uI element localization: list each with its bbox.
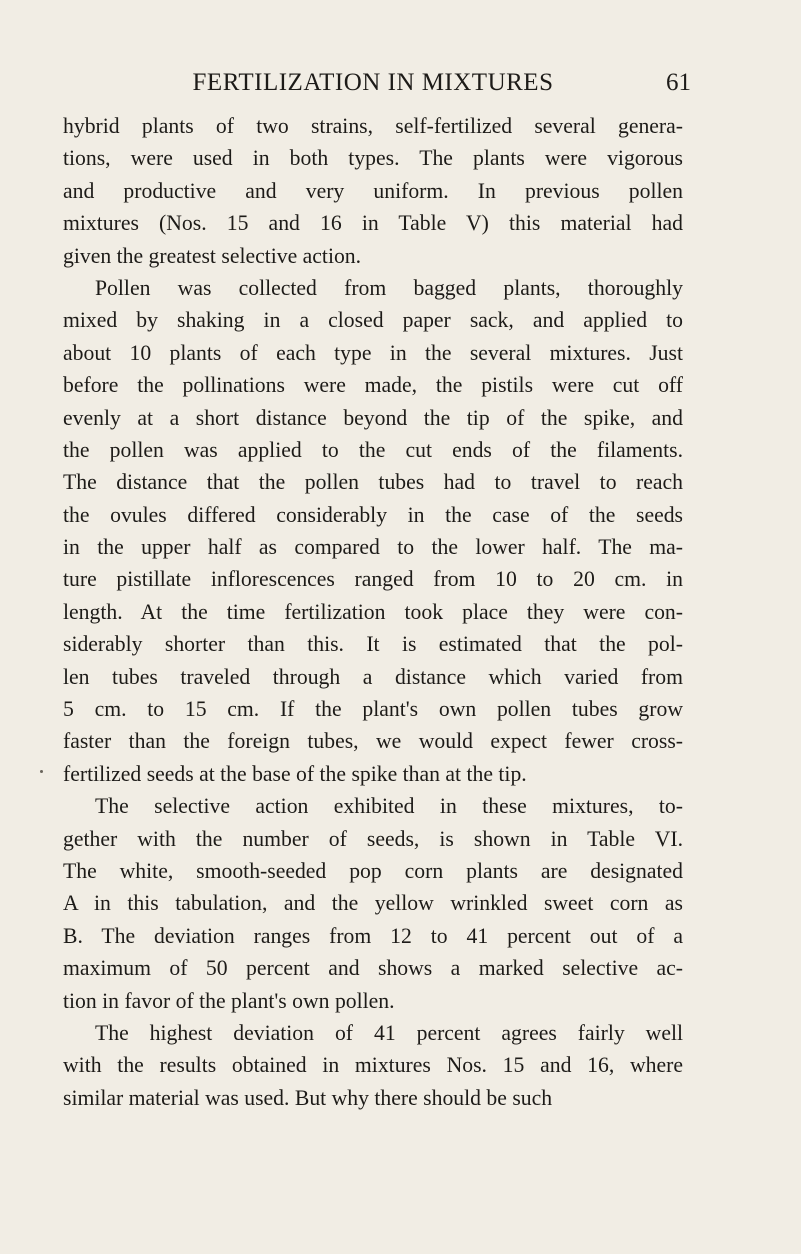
text-line: tion in favor of the plant's own pollen. [63,988,395,1013]
text-line: fertilized seeds at the base of the spike than at the tip. [63,761,527,786]
text-line: mixed by shaking in a closed paper sack, and applied to [63,308,683,333]
text-line: and productive and very uniform. In previous pollen [63,178,683,203]
text-line: before the pollinations were made, the pistils were cut off [63,373,683,398]
text-line: The distance that the pollen tubes had to travel to reach [63,470,683,495]
page-number: 61 [666,69,691,96]
text-line: hybrid plants of two strains, self-fertilized several genera- [63,114,683,138]
text-line: The white, smooth-seeded pop corn plants are designated [63,858,683,883]
body-text [63,110,683,1114]
text-line: faster than the foreign tubes, we would expect fewer cross- [63,729,683,754]
running-title: FERTILIZATION IN MIXTURES [192,69,554,96]
text-line: the pollen was applied to the cut ends of the filaments. [63,437,683,462]
text-line: maximum of 50 percent and shows a marked selective ac- [63,956,683,981]
running-head [63,66,691,100]
paragraph-2 [63,272,683,790]
paragraph-1 [63,110,683,272]
text-line: The selective action exhibited in these mixtures, to- [95,794,683,819]
text-line: len tubes traveled through a distance which varied from [63,664,683,689]
text-line: ture pistillate inflorescences ranged from 10 to 20 cm. in [63,567,683,592]
text-line: with the results obtained in mixtures Nos. 15 and 16, where [63,1053,683,1078]
text-line: gether with the number of seeds, is shown in Table VI. [63,826,683,851]
text-line: B. The deviation ranges from 12 to 41 percent out of a [63,923,683,948]
margin-speck [40,770,43,773]
text-line: evenly at a short distance beyond the tip of the spike, and [63,405,683,430]
text-line: similar material was used. But why there should be such [63,1085,553,1110]
text-line: A in this tabulation, and the yellow wrinkled sweet corn as [63,891,683,916]
paragraph-4 [63,1017,683,1114]
text-line: mixtures (Nos. 15 and 16 in Table V) this material had [63,211,683,236]
text-line: 5 cm. to 15 cm. If the plant's own pollen tubes grow [63,697,683,722]
text-line: The highest deviation of 41 percent agrees fairly well [95,1020,683,1045]
paragraph-3 [63,790,683,1017]
text-line: given the greatest selective action. [63,243,362,268]
text-line: in the upper half as compared to the lower half. The ma- [63,535,683,560]
text-line: siderably shorter than this. It is estimated that the pol- [63,632,683,657]
text-line: Pollen was collected from bagged plants, thoroughly [95,275,683,300]
text-line: length. At the time fertilization took place they were con- [63,599,683,624]
text-line: tions, were used in both types. The plants were vigorous [63,146,683,171]
text-line: about 10 plants of each type in the several mixtures. Just [63,340,683,365]
text-line: the ovules differed considerably in the case of the seeds [63,502,683,527]
